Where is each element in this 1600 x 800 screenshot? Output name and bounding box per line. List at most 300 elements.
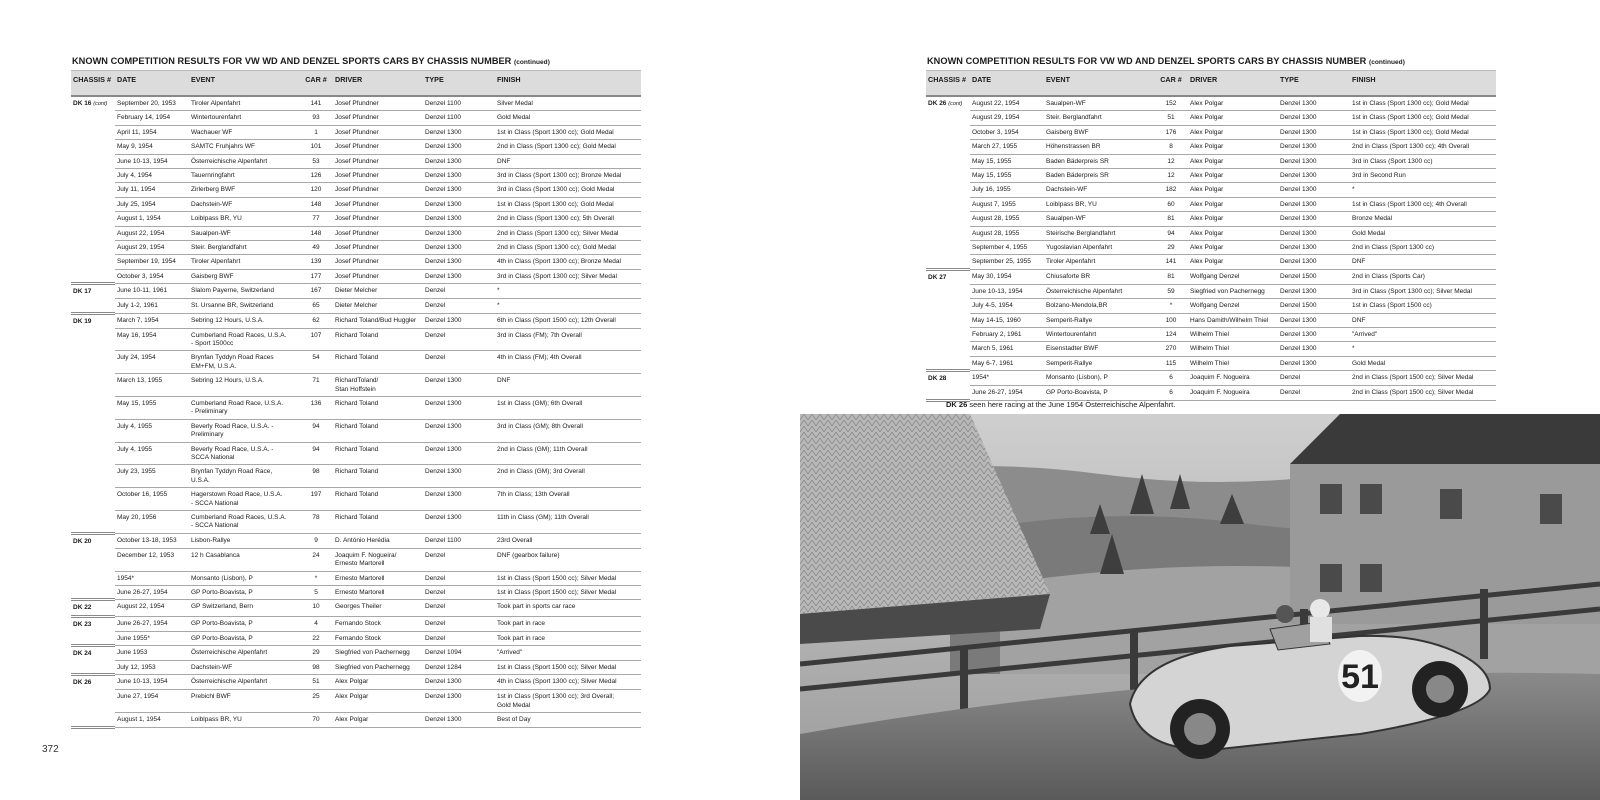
chassis-label: DK 19: [73, 317, 92, 325]
type-cell: Denzel: [423, 585, 495, 599]
type-cell: Denzel 1300: [423, 396, 495, 419]
car-number-cell: 77: [299, 212, 333, 226]
driver-cell: Joaquim F. Nogueira: [1188, 371, 1278, 386]
type-cell: Denzel 1300: [423, 511, 495, 534]
finish-cell: 1st in Class (Sport 1500 cc); Silver Medal: [495, 585, 641, 599]
date-cell: September 4, 1955: [970, 241, 1044, 255]
chassis-label: DK 28: [928, 375, 947, 383]
date-cell: July 16, 1955: [970, 183, 1044, 197]
chassis-cell: [71, 585, 115, 599]
car-number-cell: *: [299, 571, 333, 585]
car-number-cell: 70: [299, 713, 333, 727]
chassis-cell: [926, 313, 970, 327]
type-cell: Denzel 1300: [1278, 154, 1350, 168]
date-cell: August 28, 1955: [970, 226, 1044, 240]
type-cell: Denzel 1500: [1278, 299, 1350, 313]
chassis-cell: [71, 374, 115, 397]
type-cell: Denzel 1300: [423, 488, 495, 511]
car-number-cell: 120: [299, 183, 333, 197]
event-cell: Österreichische Alpenfahrt: [189, 646, 299, 661]
date-cell: May 9, 1954: [115, 140, 189, 154]
type-cell: Denzel 1300: [423, 169, 495, 183]
table-row: [71, 169, 641, 183]
type-cell: Denzel 1300: [423, 374, 495, 397]
type-cell: Denzel 1300: [423, 241, 495, 255]
car-number-cell: 152: [1154, 96, 1188, 111]
type-cell: Denzel 1300: [423, 442, 495, 465]
date-cell: July 4-5, 1954: [970, 299, 1044, 313]
column-header: FINISH: [1350, 71, 1496, 97]
date-cell: July 24, 1954: [115, 351, 189, 374]
driver-cell: Josef Pfundner: [333, 96, 423, 111]
finish-cell: 2nd in Class (Sports Car): [1350, 269, 1496, 284]
driver-cell: Ernesto Martorell: [333, 571, 423, 585]
car-number-cell: 4: [299, 616, 333, 631]
driver-cell: Richard Toland: [333, 351, 423, 374]
car-number-cell: 22: [299, 631, 333, 645]
event-cell: Prebichl BWF: [189, 690, 299, 713]
date-cell: August 29, 1954: [970, 111, 1044, 125]
car-number-cell: 53: [299, 154, 333, 168]
driver-cell: Alex Polgar: [1188, 183, 1278, 197]
type-cell: Denzel 1300: [423, 183, 495, 197]
driver-cell: Wolfgang Denzel: [1188, 299, 1278, 313]
event-cell: Sebring 12 Hours, U.S.A.: [189, 374, 299, 397]
finish-cell: 1st in Class (Sport 1500 cc): [1350, 299, 1496, 313]
chassis-cell: [71, 111, 115, 125]
chassis-cell: [926, 140, 970, 154]
date-cell: July 4, 1955: [115, 419, 189, 442]
driver-cell: D. António Herédia: [333, 533, 423, 548]
car-number-cell: 60: [1154, 197, 1188, 211]
chassis-label: DK 27: [928, 273, 947, 281]
type-cell: Denzel: [423, 631, 495, 645]
date-cell: 1954*: [970, 371, 1044, 386]
table-row: [71, 328, 641, 351]
date-cell: June 26-27, 1954: [970, 386, 1044, 400]
car-number-cell: 98: [299, 465, 333, 488]
table-row: [926, 125, 1496, 139]
driver-cell: Josef Pfundner: [333, 154, 423, 168]
event-cell: Tiroler Alpenfahrt: [189, 255, 299, 269]
type-cell: Denzel 1300: [1278, 342, 1350, 356]
type-cell: Denzel: [1278, 386, 1350, 400]
type-cell: Denzel 1100: [423, 96, 495, 111]
car-number-cell: 51: [1154, 111, 1188, 125]
type-cell: Denzel: [423, 351, 495, 374]
date-cell: September 20, 1953: [115, 96, 189, 111]
date-cell: March 7, 1954: [115, 313, 189, 328]
table-row: [926, 356, 1496, 370]
date-cell: March 27, 1955: [970, 140, 1044, 154]
chassis-cell: [71, 660, 115, 674]
event-cell: Chiusaforte BR: [1044, 269, 1154, 284]
type-cell: Denzel 1300: [423, 690, 495, 713]
finish-cell: 2nd in Class (GM); 11th Overall: [495, 442, 641, 465]
chassis-cell: [71, 197, 115, 211]
driver-cell: Richard Toland: [333, 328, 423, 351]
driver-cell: Josef Pfundner: [333, 125, 423, 139]
car-number-cell: 176: [1154, 125, 1188, 139]
car-number-cell: 51: [299, 675, 333, 690]
finish-cell: Gold Medal: [1350, 226, 1496, 240]
right-table-title: [927, 56, 1405, 66]
table-row: [71, 713, 641, 727]
chassis-cell: [71, 313, 115, 328]
right-page: [800, 0, 1600, 800]
date-cell: June 10-13, 1954: [970, 284, 1044, 298]
chassis-label: DK 24: [73, 650, 92, 658]
event-cell: Semperit-Rallye: [1044, 356, 1154, 370]
table-row: [926, 386, 1496, 400]
car-number-cell: 141: [299, 96, 333, 111]
chassis-cell: [71, 212, 115, 226]
date-cell: May 30, 1954: [970, 269, 1044, 284]
car-number-cell: 81: [1154, 269, 1188, 284]
finish-cell: Took part in race: [495, 616, 641, 631]
driver-cell: Josef Pfundner: [333, 197, 423, 211]
date-cell: May 20, 1956: [115, 511, 189, 534]
chassis-cell: [926, 212, 970, 226]
date-cell: July 11, 1954: [115, 183, 189, 197]
finish-cell: 2nd in Class (Sport 1500 cc); Silver Medal: [1350, 371, 1496, 386]
car-number-cell: 101: [299, 140, 333, 154]
driver-cell: Fernando Stock: [333, 631, 423, 645]
column-header: EVENT: [189, 71, 299, 97]
date-cell: June 26-27, 1954: [115, 616, 189, 631]
right-title-text: KNOWN COMPETITION RESULTS FOR VW WD AND DENZEL SPORTS CARS BY CHASSIS NUMBER: [927, 56, 1367, 66]
driver-cell: Alex Polgar: [1188, 96, 1278, 111]
chassis-cell: [926, 371, 970, 386]
table-row: [926, 197, 1496, 211]
type-cell: Denzel 1300: [1278, 96, 1350, 111]
table-row: [71, 585, 641, 599]
car-number-cell: 182: [1154, 183, 1188, 197]
finish-cell: 11th in Class (GM); 11th Overall: [495, 511, 641, 534]
finish-cell: 1st in Class (Sport 1300 cc); Gold Medal: [1350, 125, 1496, 139]
table-row: [71, 548, 641, 571]
car-number-cell: 107: [299, 328, 333, 351]
finish-cell: DNF: [495, 374, 641, 397]
chassis-cell: [926, 328, 970, 342]
driver-cell: Josef Pfundner: [333, 269, 423, 283]
event-cell: Loiblpass BR, YU: [1044, 197, 1154, 211]
type-cell: Denzel 1300: [1278, 212, 1350, 226]
finish-cell: DNF: [1350, 313, 1496, 327]
column-header: TYPE: [1278, 71, 1350, 97]
date-cell: February 14, 1954: [115, 111, 189, 125]
finish-cell: 6th in Class (Sport 1500 cc); 12th Overall: [495, 313, 641, 328]
date-cell: October 3, 1954: [115, 269, 189, 283]
driver-cell: Alex Polgar: [1188, 226, 1278, 240]
type-cell: Denzel: [423, 571, 495, 585]
type-cell: Denzel: [423, 600, 495, 616]
finish-cell: Bronze Medal: [1350, 212, 1496, 226]
table-row: [926, 342, 1496, 356]
table-row: [71, 197, 641, 211]
table-row: [926, 183, 1496, 197]
chassis-cell: [926, 241, 970, 255]
driver-cell: Alex Polgar: [333, 713, 423, 727]
car-number-cell: 8: [1154, 140, 1188, 154]
date-cell: July 25, 1954: [115, 197, 189, 211]
date-cell: July 1-2, 1961: [115, 299, 189, 313]
driver-cell: Alex Polgar: [1188, 241, 1278, 255]
chassis-cell: [71, 183, 115, 197]
chassis-cell: [926, 342, 970, 356]
date-cell: March 13, 1955: [115, 374, 189, 397]
event-cell: Steir. Berglandfahrt: [1044, 111, 1154, 125]
event-cell: Saualpen-WF: [1044, 212, 1154, 226]
event-cell: GP Porto-Boavista, P: [1044, 386, 1154, 400]
type-cell: Denzel 1300: [423, 212, 495, 226]
car-number-cell: 12: [1154, 169, 1188, 183]
driver-cell: Alex Polgar: [1188, 125, 1278, 139]
finish-cell: 3rd in Class (GM); 8th Overall: [495, 419, 641, 442]
table-row: [71, 511, 641, 534]
car-number-cell: 10: [299, 600, 333, 616]
caption-bold: DK 26: [946, 400, 968, 409]
event-cell: Baden Bäderpreis SR: [1044, 154, 1154, 168]
type-cell: Denzel 1100: [423, 533, 495, 548]
car-number-cell: 81: [1154, 212, 1188, 226]
chassis-cell: [926, 169, 970, 183]
finish-cell: 3rd in Class (FM); 7th Overall: [495, 328, 641, 351]
car-number-cell: 270: [1154, 342, 1188, 356]
table-row: [926, 111, 1496, 125]
finish-cell: 4th in Class (FM); 4th Overall: [495, 351, 641, 374]
date-cell: August 1, 1954: [115, 212, 189, 226]
driver-cell: Alex Polgar: [1188, 154, 1278, 168]
date-cell: June 1953: [115, 646, 189, 661]
driver-cell: Alex Polgar: [333, 690, 423, 713]
event-cell: Beverly Road Race, U.S.A. - SCCA National: [189, 442, 299, 465]
column-header: CAR #: [299, 71, 333, 97]
type-cell: Denzel 1300: [423, 154, 495, 168]
driver-cell: Wolfgang Denzel: [1188, 269, 1278, 284]
driver-cell: Josef Pfundner: [333, 183, 423, 197]
event-cell: Österreichische Alpenfahrt: [189, 675, 299, 690]
driver-cell: Siegfried von Pachernegg: [333, 660, 423, 674]
date-cell: June 10-13, 1954: [115, 675, 189, 690]
chassis-cell: [71, 442, 115, 465]
chassis-cell: [71, 533, 115, 548]
type-cell: Denzel 1300: [423, 419, 495, 442]
column-header: FINISH: [495, 71, 641, 97]
date-cell: August 7, 1955: [970, 197, 1044, 211]
event-cell: Wachauer WF: [189, 125, 299, 139]
type-cell: Denzel 1300: [423, 140, 495, 154]
date-cell: July 4, 1955: [115, 442, 189, 465]
chassis-cell: [71, 96, 115, 111]
event-cell: Dachstein-WF: [1044, 183, 1154, 197]
type-cell: Denzel 1284: [423, 660, 495, 674]
table-row: [71, 154, 641, 168]
table-row: [71, 488, 641, 511]
finish-cell: *: [495, 299, 641, 313]
car-number-cell: 94: [299, 419, 333, 442]
finish-cell: *: [1350, 342, 1496, 356]
event-cell: Hagerstown Road Race, U.S.A. - SCCA National: [189, 488, 299, 511]
car-number-cell: 197: [299, 488, 333, 511]
chassis-cell: [71, 511, 115, 534]
event-cell: Gaisberg BWF: [1044, 125, 1154, 139]
driver-cell: Dieter Melcher: [333, 284, 423, 299]
car-number-cell: 148: [299, 226, 333, 240]
date-cell: June 10-13, 1954: [115, 154, 189, 168]
date-cell: February 2, 1961: [970, 328, 1044, 342]
table-row: [71, 442, 641, 465]
chassis-cell: [71, 328, 115, 351]
event-cell: Baden Bäderpreis SR: [1044, 169, 1154, 183]
driver-cell: Siegfried von Pachernegg: [333, 646, 423, 661]
finish-cell: Gold Medal: [495, 111, 641, 125]
table-row: [71, 419, 641, 442]
car-number-cell: 65: [299, 299, 333, 313]
driver-cell: Richard Toland: [333, 396, 423, 419]
car-number-cell: 6: [1154, 371, 1188, 386]
event-cell: St. Ursanne BR, Switzerland: [189, 299, 299, 313]
table-row: [71, 600, 641, 616]
date-cell: July 4, 1954: [115, 169, 189, 183]
table-row: [926, 299, 1496, 313]
type-cell: Denzel 1300: [423, 255, 495, 269]
race-photo: [800, 414, 1600, 800]
finish-cell: 3rd in Class (Sport 1300 cc); Gold Medal: [495, 183, 641, 197]
car-number-cell: 29: [1154, 241, 1188, 255]
date-cell: August 22, 1954: [970, 96, 1044, 111]
table-row: [71, 571, 641, 585]
table-row: [71, 125, 641, 139]
car-number-cell: 177: [299, 269, 333, 283]
chassis-cell: [926, 111, 970, 125]
event-cell: Wintertourenfahrt: [189, 111, 299, 125]
event-cell: Saualpen-WF: [189, 226, 299, 240]
chassis-cell: [926, 154, 970, 168]
table-row: [926, 328, 1496, 342]
car-number-cell: 62: [299, 313, 333, 328]
chassis-cell: [71, 616, 115, 631]
table-row: [926, 212, 1496, 226]
driver-cell: Richard Toland: [333, 465, 423, 488]
photo-race-car-icon: [800, 414, 1600, 800]
chassis-cell: [71, 548, 115, 571]
table-row: [71, 255, 641, 269]
car-number-cell: 12: [1154, 154, 1188, 168]
event-cell: Cumberland Road Races, U.S.A. - SCCA National: [189, 511, 299, 534]
chassis-label: DK 20: [73, 537, 92, 545]
chassis-cell: [926, 255, 970, 269]
right-title-suffix: (continued): [1368, 59, 1405, 66]
chassis-cell: [71, 465, 115, 488]
chassis-cell: [926, 284, 970, 298]
left-title-text: KNOWN COMPETITION RESULTS FOR VW WD AND DENZEL SPORTS CARS BY CHASSIS NUMBER: [72, 56, 512, 66]
date-cell: September 19, 1954: [115, 255, 189, 269]
type-cell: Denzel 1300: [1278, 125, 1350, 139]
table-row: [926, 169, 1496, 183]
driver-cell: Alex Polgar: [1188, 140, 1278, 154]
type-cell: Denzel 1300: [1278, 284, 1350, 298]
driver-cell: Wilhelm Thiel: [1188, 328, 1278, 342]
event-cell: Bolzano-Mendola,BR: [1044, 299, 1154, 313]
column-header: DATE: [970, 71, 1044, 97]
chassis-cell: [926, 386, 970, 400]
finish-cell: 2nd in Class (Sport 1300 cc); 5th Overall: [495, 212, 641, 226]
car-number-cell: 167: [299, 284, 333, 299]
event-cell: Saualpen-WF: [1044, 96, 1154, 111]
finish-cell: Gold Medal: [1350, 356, 1496, 370]
date-cell: August 29, 1954: [115, 241, 189, 255]
table-row: [926, 154, 1496, 168]
table-row: [71, 351, 641, 374]
chassis-cell: [71, 140, 115, 154]
table-row: [71, 690, 641, 713]
event-cell: Gaisberg BWF: [189, 269, 299, 283]
column-header: CHASSIS #: [926, 71, 970, 97]
table-row: [926, 140, 1496, 154]
table-row: [71, 212, 641, 226]
date-cell: June 1955*: [115, 631, 189, 645]
car-number-cell: 124: [1154, 328, 1188, 342]
right-results-table: [926, 70, 1496, 402]
table-row: [926, 241, 1496, 255]
chassis-cell: [926, 226, 970, 240]
date-cell: October 16, 1955: [115, 488, 189, 511]
car-number-cell: 59: [1154, 284, 1188, 298]
date-cell: April 11, 1954: [115, 125, 189, 139]
event-cell: Eisenstadter BWF: [1044, 342, 1154, 356]
photo-caption: [946, 400, 1175, 409]
event-cell: GP Switzerland, Bern: [189, 600, 299, 616]
car-number-cell: 54: [299, 351, 333, 374]
date-cell: June 26-27, 1954: [115, 585, 189, 599]
event-cell: Wintertourenfahrt: [1044, 328, 1154, 342]
type-cell: Denzel: [423, 616, 495, 631]
column-header: DRIVER: [333, 71, 423, 97]
table-row: [71, 631, 641, 645]
type-cell: Denzel 1300: [423, 675, 495, 690]
driver-cell: Siegfried von Pachernegg: [1188, 284, 1278, 298]
driver-cell: Dieter Melcher: [333, 299, 423, 313]
table-row: [926, 284, 1496, 298]
type-cell: Denzel 1300: [423, 269, 495, 283]
chassis-note: (cont): [948, 101, 963, 107]
type-cell: Denzel 1300: [1278, 183, 1350, 197]
finish-cell: 1st in Class (Sport 1500 cc); Silver Medal: [495, 660, 641, 674]
date-cell: September 25, 1955: [970, 255, 1044, 269]
type-cell: Denzel: [423, 284, 495, 299]
type-cell: Denzel 1300: [1278, 328, 1350, 342]
type-cell: Denzel 1300: [423, 713, 495, 727]
type-cell: Denzel 1300: [1278, 241, 1350, 255]
column-header: CAR #: [1154, 71, 1188, 97]
driver-cell: Josef Pfundner: [333, 212, 423, 226]
driver-cell: Josef Pfundner: [333, 140, 423, 154]
driver-cell: Wilhelm Thiel: [1188, 356, 1278, 370]
car-number-cell: 126: [299, 169, 333, 183]
finish-cell: 4th in Class (Sport 1300 cc); Silver Medal: [495, 675, 641, 690]
event-cell: Steir. Berglandfahrt: [189, 241, 299, 255]
event-cell: Brynfan Tyddyn Road Race, U.S.A.: [189, 465, 299, 488]
finish-cell: "Arrived": [495, 646, 641, 661]
driver-cell: Wilhelm Thiel: [1188, 342, 1278, 356]
event-cell: Lisbon-Rallye: [189, 533, 299, 548]
chassis-cell: [71, 125, 115, 139]
car-number-51: 51: [1341, 658, 1379, 696]
table-row: [926, 96, 1496, 111]
table-row: [71, 299, 641, 313]
finish-cell: 1st in Class (Sport 1300 cc); 4th Overall: [1350, 197, 1496, 211]
